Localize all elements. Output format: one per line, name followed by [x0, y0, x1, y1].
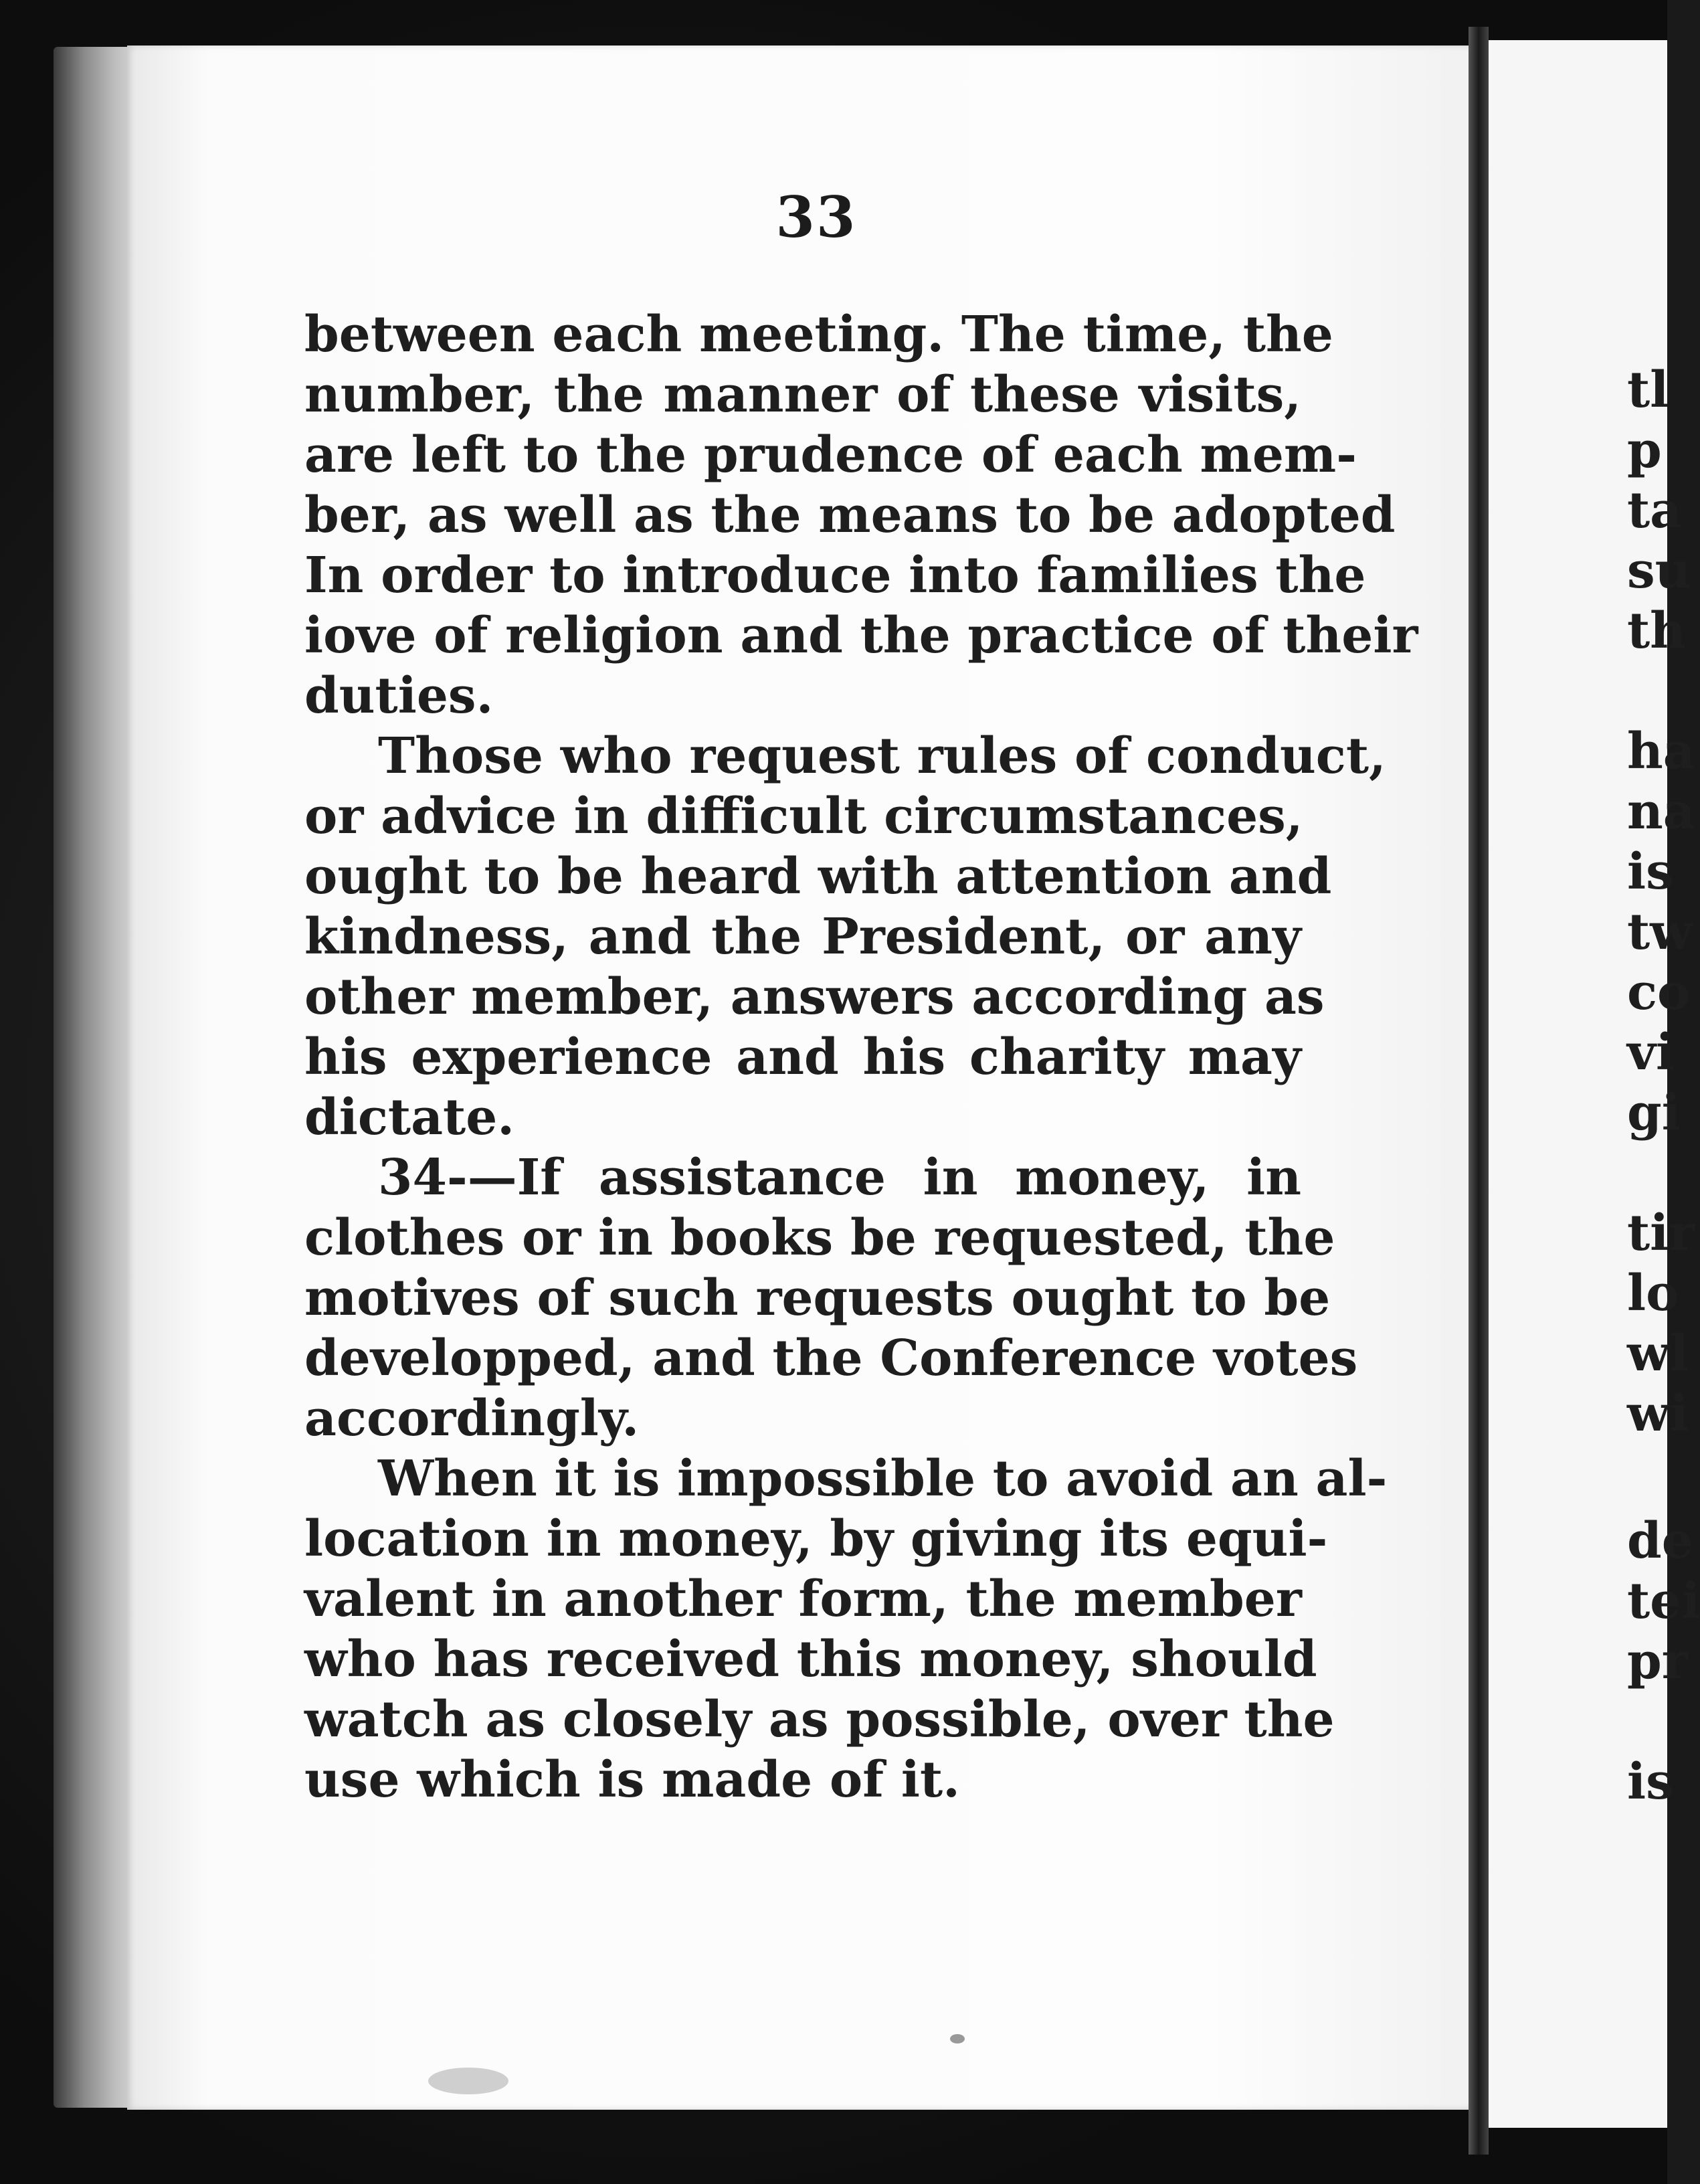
text-line: When it is impossible to avoid an al- [378, 1450, 1388, 1508]
text-line: In order to introduce into families the [304, 547, 1366, 604]
facing-fragment: de [1627, 1512, 1693, 1570]
facing-fragment: tw [1627, 903, 1693, 961]
text-line: use which is made of it. [304, 1751, 960, 1809]
facing-fragment: pr [1627, 1633, 1688, 1690]
facing-fragment: na [1627, 783, 1695, 840]
text-line: developped, and the Conference votes [304, 1330, 1358, 1387]
text-line: are left to the prudence of each mem- [304, 426, 1357, 484]
text-line: or advice in difficult circumstances, [304, 788, 1303, 845]
facing-fragment: tei [1627, 1572, 1700, 1630]
facing-fragment: tl [1627, 361, 1669, 419]
facing-fragment: ha [1627, 723, 1695, 780]
text-line: ber, as well as the means to be adopted [304, 486, 1396, 544]
facing-fragment: th [1627, 602, 1686, 660]
facing-fragment: gi [1627, 1084, 1681, 1142]
text-line: location in money, by giving its equi- [304, 1510, 1328, 1568]
facing-fragment: vi [1627, 1024, 1675, 1081]
facing-fragment: co [1627, 964, 1691, 1021]
scan-blemish [428, 2068, 508, 2094]
facing-fragment: is [1627, 843, 1674, 901]
text-line: between each meeting. The time, the [304, 306, 1333, 363]
facing-page-text-fragments [1619, 0, 1700, 2184]
text-line: kindness, and the President, or any [304, 908, 1301, 966]
text-line: Those who request rules of conduct, [378, 727, 1386, 785]
facing-fragment: is [1627, 1753, 1674, 1811]
text-line: duties. [304, 667, 494, 725]
facing-fragment: ta [1627, 482, 1683, 539]
text-line: his experience and his charity may [304, 1028, 1301, 1086]
text-line: 34-—If assistance in money, in [378, 1149, 1301, 1206]
text-line: motives of such requests ought to be [304, 1269, 1331, 1327]
text-line: valent in another form, the member [304, 1570, 1302, 1628]
text-line: who has received this money, should [304, 1631, 1317, 1688]
page-body-text [304, 304, 1418, 1810]
text-line: other member, answers according as [304, 968, 1325, 1026]
book-gutter [1469, 27, 1489, 2155]
text-line: watch as closely as possible, over the [304, 1691, 1335, 1748]
text-line: dictate. [304, 1089, 515, 1146]
text-line: accordingly. [304, 1390, 640, 1447]
facing-fragment: wi [1627, 1385, 1689, 1443]
facing-fragment: su [1627, 542, 1691, 600]
scan-blemish [950, 2034, 965, 2043]
text-line: iove of religion and the practice of their [304, 607, 1418, 664]
text-line: clothes or in books be requested, the [304, 1209, 1335, 1267]
facing-fragment: wl [1627, 1325, 1689, 1382]
facing-fragment: tir [1627, 1204, 1695, 1262]
page-number: 33 [775, 184, 857, 250]
facing-fragment: lo [1627, 1265, 1679, 1322]
text-line: number, the manner of these visits, [304, 366, 1301, 424]
facing-fragment: p [1627, 422, 1662, 479]
text-line: ought to be heard with attention and [304, 848, 1332, 905]
